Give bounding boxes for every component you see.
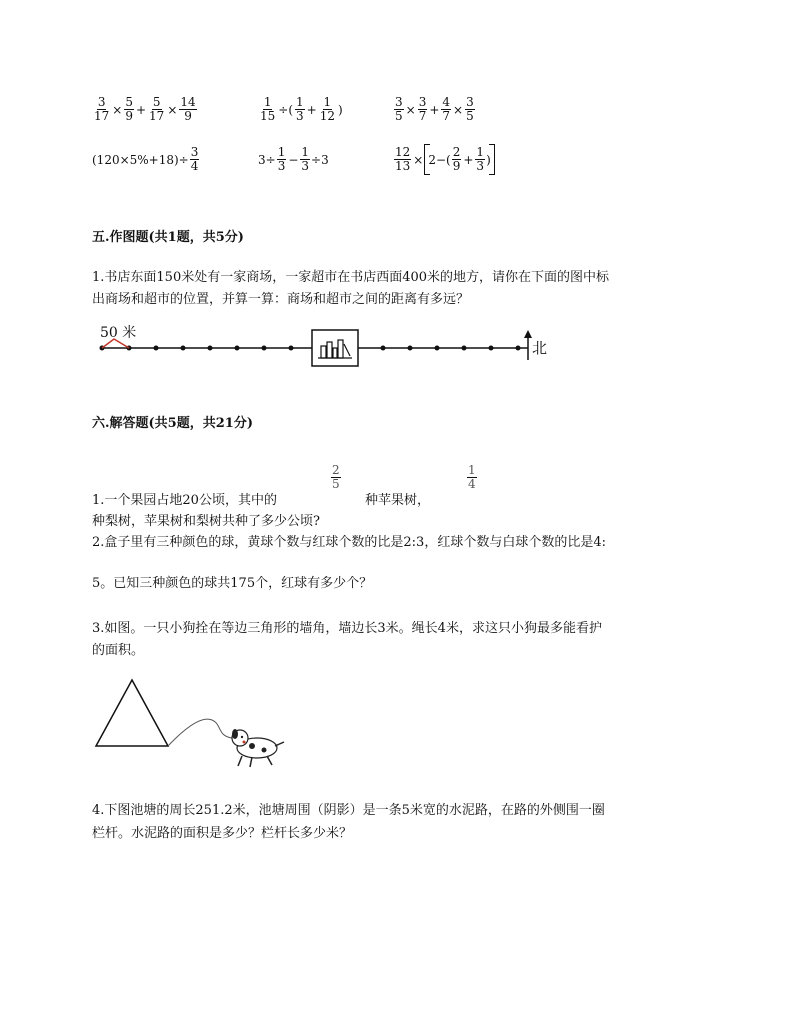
fraction: $\frac{3}{5}$ [466, 95, 474, 123]
fraction: $\frac{3}{7}$ [418, 95, 427, 123]
leash [168, 719, 239, 746]
scale-label: 50 米 [100, 325, 137, 341]
expression-3: $\frac{3}{5}$ × $\frac{3}{7}$ + $\frac{4}{7}$ × $\frac{3}{5}$ [395, 95, 474, 123]
fraction: $\frac{1}{15}$ [260, 95, 276, 123]
fraction: $\frac{4}{7}$ [442, 95, 451, 123]
fraction: $\frac{5}{9}$ [125, 95, 133, 123]
expression-4: (120×5%+18)÷ $\frac{3}{4}$ [92, 145, 199, 173]
question-6-4-line2: 栏杆。水泥路的面积是多少？栏杆长多少米？ [92, 826, 353, 841]
fraction: $\frac{1}{12}$ [319, 95, 336, 123]
fraction: $\frac{3}{5}$ [395, 95, 403, 123]
fraction: $\frac{1}{3}$ [476, 145, 485, 173]
fraction: $\frac{1}{3}$ [296, 95, 304, 123]
section-6-heading: 六.解答题(共5题，共21分) [92, 416, 253, 431]
question-5-1-line2: 出商场和超市的位置，并算一算：商场和超市之间的距离有多远？ [92, 292, 470, 307]
triangle-dog-diagram [92, 676, 292, 776]
question-6-3-line2: 的面积。 [92, 643, 145, 658]
fraction: $\frac{1}{3}$ [301, 145, 310, 173]
fraction: $\frac{3}{17}$ [94, 95, 110, 123]
fraction: $\frac{2}{9}$ [452, 145, 461, 173]
fraction-one-fourth: $\frac{1}{4}$ [468, 463, 476, 491]
question-6-1-line1b: 种苹果树， [365, 493, 431, 508]
north-label: 北 [532, 339, 548, 357]
fraction: $\frac{1}{3}$ [277, 145, 286, 173]
question-6-1-line1a: 1.一个果园占地20公顷，其中的 [92, 493, 277, 508]
fraction: $\frac{5}{17}$ [149, 95, 165, 123]
question-6-3-line1: 3.如图。一只小狗拴在等边三角形的墙角，墙边长3米。绳长4米，求这只小狗最多能看护 [92, 621, 602, 636]
fraction-two-fifths: $\frac{2}{5}$ [332, 463, 340, 491]
dog-icon [232, 729, 284, 767]
expression-5: 3÷ $\frac{1}{3}$ − $\frac{1}{3}$ ÷3 [258, 145, 329, 173]
expression-6: $\frac{12}{13}$ × 2−( $\frac{2}{9}$ + $\frac{1}{3}$ ) [393, 144, 495, 175]
fraction: $\frac{3}{4}$ [190, 145, 199, 173]
expression-1: $\frac{3}{17}$ × $\frac{5}{9}$ + $\frac{5}{17}$ × $\frac{14}{9}$ [94, 95, 196, 123]
number-line-diagram [92, 318, 562, 368]
section-5-heading: 五.作图题(共1题，共5分) [92, 230, 244, 245]
bracket-group: 2−( $\frac{2}{9}$ + $\frac{1}{3}$ ) [424, 144, 494, 175]
question-6-2-line1: 2.盒子里有三种颜色的球，黄球个数与红球个数的比是2:3，红球个数与白球个数的比是4: [92, 535, 606, 550]
question-6-2-line2: 5。已知三种颜色的球共175个，红球有多少个？ [92, 576, 373, 591]
fraction: $\frac{14}{9}$ [180, 95, 196, 123]
question-6-1-line2: 种梨树，苹果树和梨树共种了多少公顷? [92, 514, 320, 529]
question-5-1-line1: 1.书店东面150米处有一家商场，一家超市在书店西面400米的地方，请你在下面的图中标 [92, 270, 610, 285]
question-6-4-line1: 4.下图池塘的周长251.2米，池塘周围（阴影）是一条5米宽的水泥路，在路的外侧围一圈 [92, 803, 605, 818]
fraction: $\frac{12}{13}$ [395, 145, 411, 173]
triangle-wall [96, 680, 168, 746]
expression-2: $\frac{1}{15}$ ÷( $\frac{1}{3}$ + $\frac{1}{12}$ ) [260, 95, 343, 123]
